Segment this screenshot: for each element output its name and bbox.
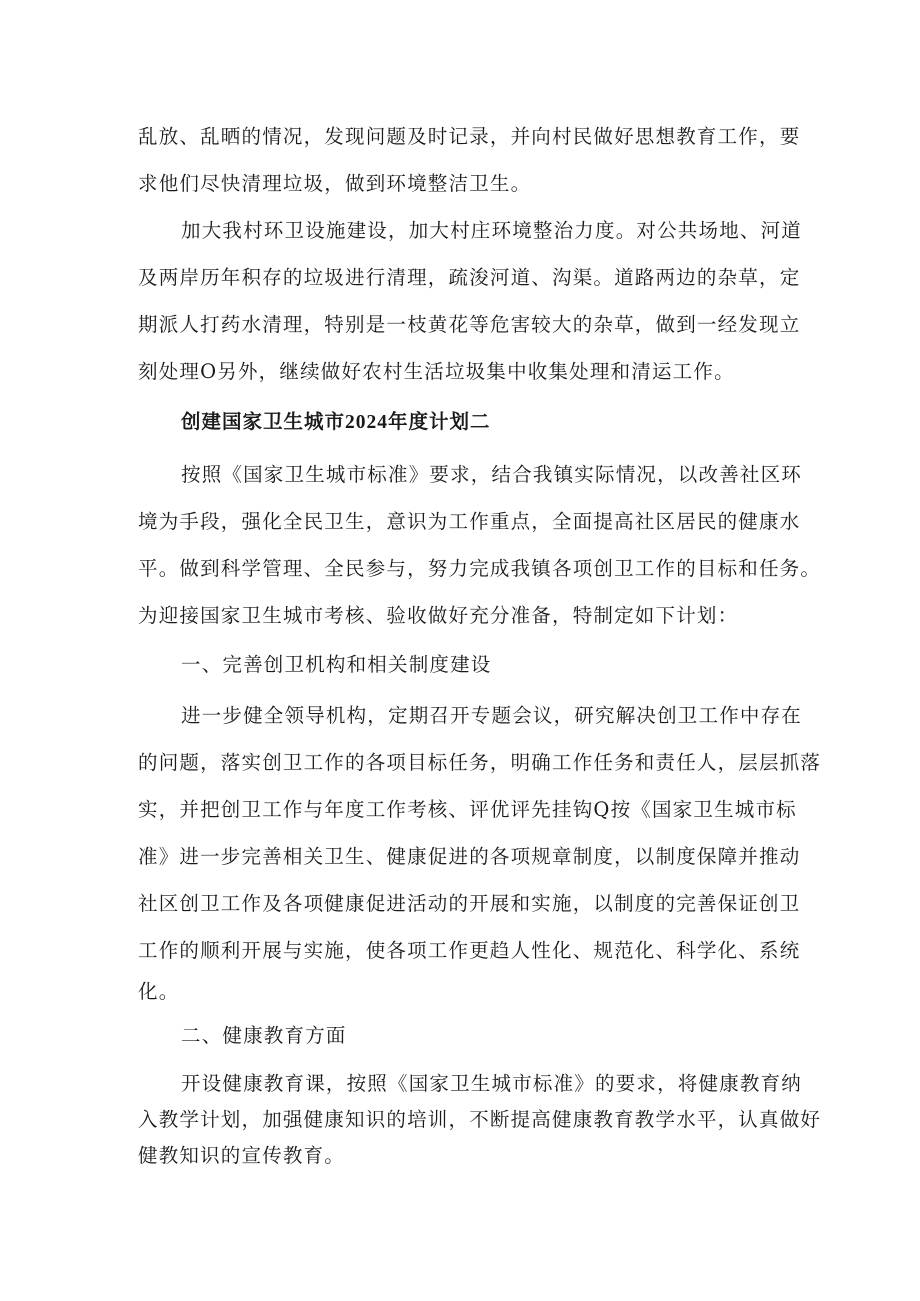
text-line: 准》进一步完善相关卫生、健康促进的各项规章制度，以制度保障并推动 [138,845,801,868]
paragraph-institution-building [138,692,822,1010]
text-line: 刻处理O另外，继续做好农村生活垃圾集中收集处理和清运工作。 [138,360,735,383]
paragraph-sanitation-facilities [138,207,803,395]
text-line: 入教学计划，加强健康知识的培训，不断提高健康教育教学水平，认真做好 [138,1108,822,1131]
text-line: 开设健康教育课，按照《国家卫生城市标准》的要求，将健康教育纳 [181,1072,803,1095]
text-line: 境为手段，强化全民卫生，意识为工作重点，全面提高社区居民的健康水 [138,510,801,533]
text-line: 一、完善创卫机构和相关制度建设 [181,653,492,676]
section-title-1 [138,641,788,688]
text-line: 进一步健全领导机构，定期召开专题会议，研究解决创卫工作中存在 [181,704,803,727]
text-line: 按照《国家卫生城市标准》要求，结合我镇实际情况，以改善社区环 [181,463,803,486]
paragraph-introduction [138,451,822,639]
text-line: 求他们尽快清理垃圾，做到环境整洁卫生。 [138,172,532,195]
section-heading [138,399,788,446]
text-line: 的问题，落实创卫工作的各项目标任务，明确工作任务和责任人，层层抓落 [138,751,822,774]
text-line: 健教知识的宣传教育。 [138,1144,346,1167]
text-line: 工作的顺利开展与实施，使各项工作更趋人性化、规范化、科学化、系统 [138,939,801,962]
text-line: 社区创卫工作及各项健康促进活动的开展和实施，以制度的完善保证创卫 [138,892,801,915]
text-line: 为迎接国家卫生城市考核、验收做好充分准备，特制定如下计划： [138,604,739,627]
section-title-2 [138,1012,788,1059]
text-line: 化。 [138,980,180,1003]
heading-text: 创建国家卫生城市2024年度计划二 [181,412,491,433]
text-line: 实，并把创卫工作与年度工作考核、评优评先挂钩Q按《国家卫生城市标 [138,798,797,821]
text-line: 二、健康教育方面 [181,1024,347,1047]
text-line: 期派人打药水清理，特别是一枝黄花等危害较大的杂草，做到一经发现立 [138,313,801,336]
paragraph-continuation [138,113,801,207]
paragraph-health-education [138,1066,822,1174]
text-line: 加大我村环卫设施建设，加大村庄环境整治力度。对公共场地、河道 [181,219,803,242]
text-line: 乱放、乱晒的情况，发现问题及时记录，并向村民做好思想教育工作，要 [138,125,801,148]
text-line: 及两岸历年积存的垃圾进行清理，疏浚河道、沟渠。道路两边的杂草，定 [138,266,801,289]
text-line: 平。做到科学管理、全民参与，努力完成我镇各项创卫工作的目标和任务。 [138,557,822,580]
